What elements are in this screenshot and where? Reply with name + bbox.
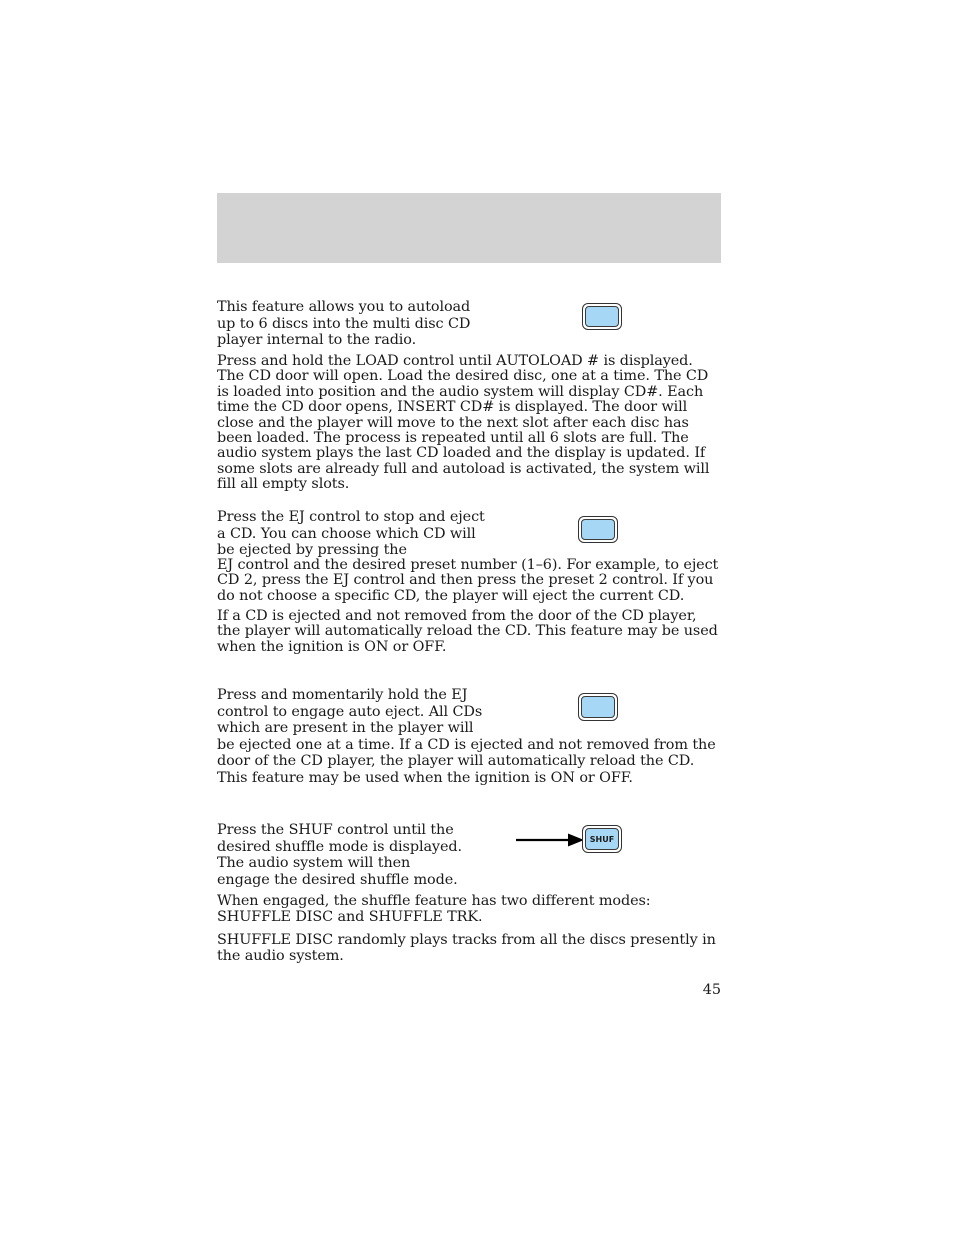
shuffle-modes: When engaged, the shuffle feature has two different modes: SHUFFLE DISC and SHUFFLE TRK. xyxy=(217,893,651,926)
arrow-right-icon xyxy=(516,833,586,847)
eject-reload: If a CD is ejected and not removed from the door of the CD player, the player will automatically reload the CD. This feature may be used when the ignition is ON or OFF. xyxy=(217,608,718,655)
auto-eject-continued: be ejected one at a time. If a CD is ejected and not removed from the door of the CD player, the player will automatically reload the CD. This feature may be used when the ignition is ON or OFF. xyxy=(217,737,716,786)
load-button-icon xyxy=(582,303,622,330)
ej-button-icon xyxy=(578,693,618,721)
section-header-band xyxy=(217,193,721,263)
shuf-button-label: SHUF xyxy=(585,828,619,850)
eject-continued: EJ control and the desired preset number (1–6). For example, to eject CD 2, press the EJ control and then press the preset 2 control. If you do not choose a specific CD, the player will eject the current CD. xyxy=(217,557,719,604)
page-number: 45 xyxy=(702,982,721,998)
autoload-body: Press and hold the LOAD control until AUTOLOAD # is displayed. The CD door will open. Load the desired disc, one at a time. The CD is loaded into position and the audio system will display CD#. Each time the CD door opens, INSERT CD# is displayed. The door will close and the player will move to the next slot after each disc has been loaded. The process is repeated until all 6 slots are full. The audio system plays the last CD loaded and the display is updated. If some slots are already full and autoload is activated, the system will fill all empty slots. xyxy=(217,353,710,493)
autoload-intro: This feature allows you to autoload up to 6 discs into the multi disc CD player internal to the radio. xyxy=(217,299,471,349)
auto-eject-intro: Press and momentarily hold the EJ control to engage auto eject. All CDs which are present in the player will xyxy=(217,687,483,737)
eject-intro: Press the EJ control to stop and eject a CD. You can choose which CD will be ejected by pressing the xyxy=(217,509,485,559)
ej-button-icon xyxy=(578,516,618,543)
shuffle-intro: Press the SHUF control until the desired shuffle mode is displayed. The audio system will then engage the desired shuffle mode. xyxy=(217,822,462,888)
shuffle-disc: SHUFFLE DISC randomly plays tracks from all the discs presently in the audio system. xyxy=(217,932,716,965)
shuf-button-icon xyxy=(582,825,622,853)
